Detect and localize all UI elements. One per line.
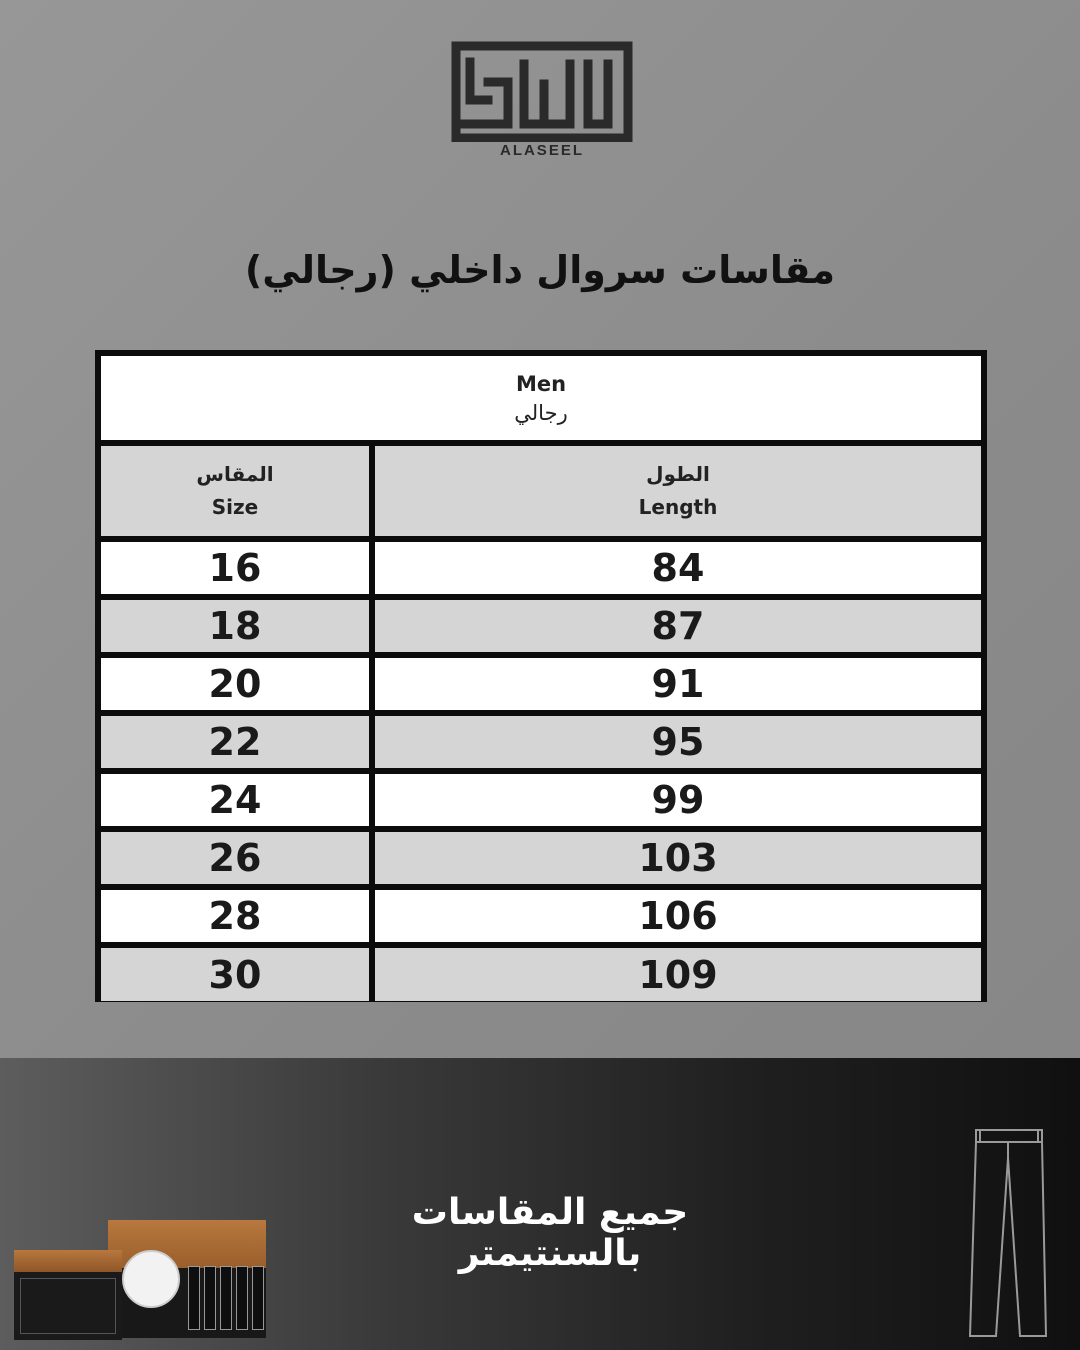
length-cell: 109 <box>375 948 981 1001</box>
size-header-ar: المقاس <box>196 462 274 486</box>
length-cell: 106 <box>375 890 981 942</box>
length-column-header <box>375 446 981 536</box>
box-pattern <box>20 1278 116 1334</box>
column-headers <box>101 446 981 536</box>
size-cell: 20 <box>101 658 369 710</box>
product-box-back <box>108 1220 266 1338</box>
size-cell: 16 <box>101 542 369 594</box>
group-header-en: Men <box>515 372 567 396</box>
brand-name: ALASEEL <box>499 142 584 159</box>
footer-note: جميع المقاسات بالسنتيمتر <box>411 1192 689 1274</box>
group-header <box>101 356 981 440</box>
size-chart-table <box>95 350 987 1002</box>
length-header-en: Length <box>638 495 718 519</box>
size-cell: 24 <box>101 774 369 826</box>
table-row <box>101 542 981 594</box>
length-cell: 87 <box>375 600 981 652</box>
length-cell: 91 <box>375 658 981 710</box>
product-disc <box>122 1250 180 1308</box>
brand-logo <box>448 38 636 162</box>
length-cell: 95 <box>375 716 981 768</box>
product-box-front <box>14 1250 122 1340</box>
length-header-ar: الطول <box>646 462 710 486</box>
table-row <box>101 774 981 826</box>
size-column-header <box>101 446 369 536</box>
kufic-logo-icon <box>448 38 636 142</box>
length-cell: 103 <box>375 832 981 884</box>
size-cell: 30 <box>101 948 369 1001</box>
trousers-outline-icon <box>966 1128 1050 1340</box>
table-row <box>101 832 981 884</box>
size-cell: 28 <box>101 890 369 942</box>
length-cell: 99 <box>375 774 981 826</box>
table-row <box>101 716 981 768</box>
table-row <box>101 890 981 942</box>
page-title: مقاسات سروال داخلي (رجالي) <box>244 248 836 292</box>
group-header-ar: رجالي <box>514 401 568 425</box>
table-row <box>101 658 981 710</box>
size-cell: 18 <box>101 600 369 652</box>
length-cell: 84 <box>375 542 981 594</box>
size-header-en: Size <box>211 495 259 519</box>
size-cell: 22 <box>101 716 369 768</box>
table-row <box>101 600 981 652</box>
table-row <box>101 948 981 1001</box>
size-cell: 26 <box>101 832 369 884</box>
